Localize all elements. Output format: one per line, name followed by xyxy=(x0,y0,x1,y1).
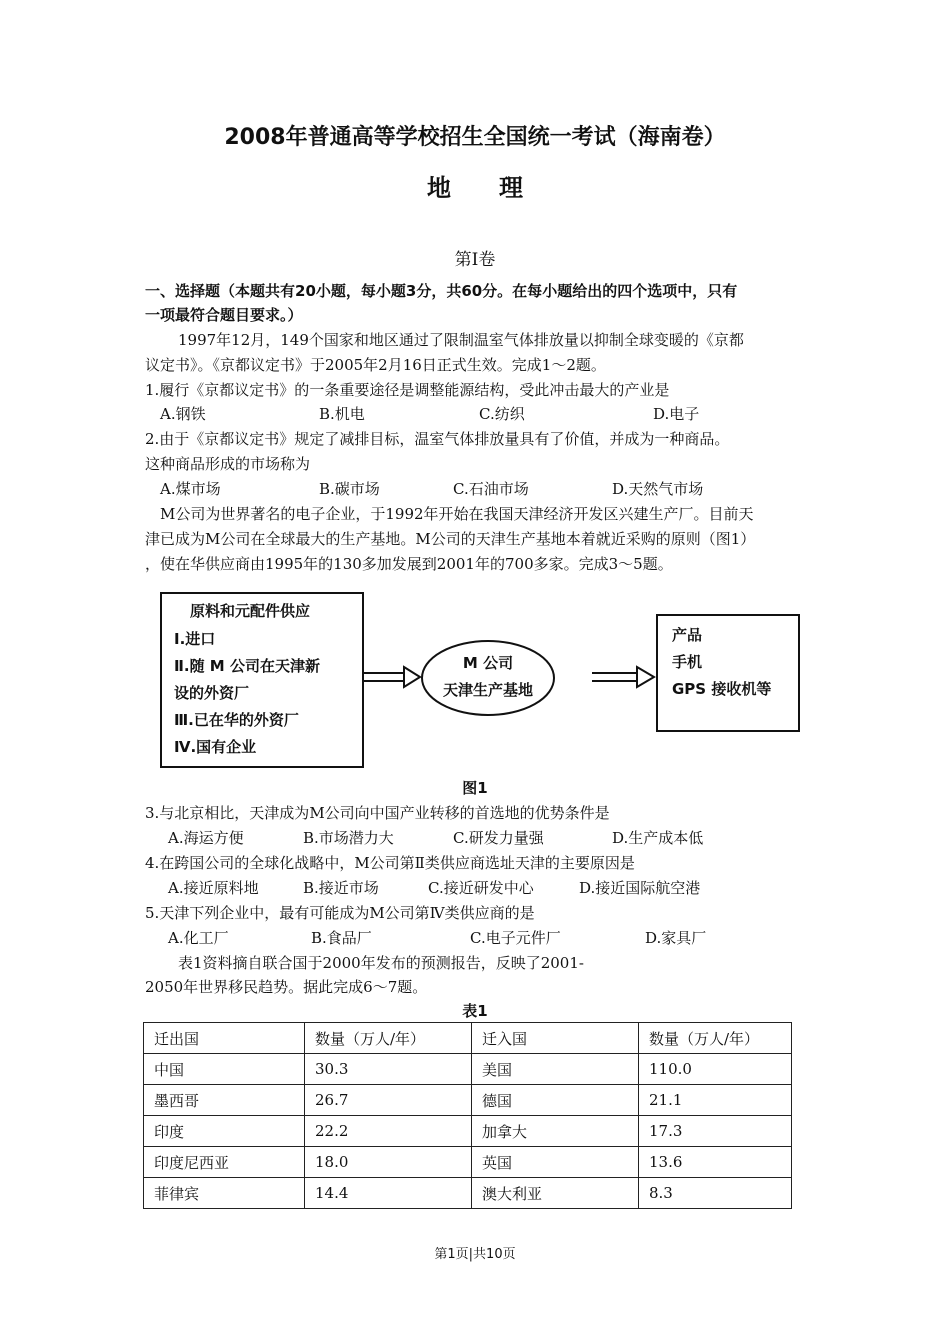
table-cell: 美国 xyxy=(472,1054,639,1085)
table-cell: 22.2 xyxy=(305,1116,472,1147)
table-header-cell: 迁出国 xyxy=(144,1023,305,1054)
q5-option-a: A.化工厂 xyxy=(168,929,229,947)
product-item-2: GPS 接收机等 xyxy=(672,680,772,698)
table-cell: 英国 xyxy=(472,1147,639,1178)
supply-item-1: Ⅰ.进口 xyxy=(174,630,216,648)
table-cell: 13.6 xyxy=(639,1147,792,1178)
table-row xyxy=(144,1085,792,1116)
intro1-line2: 议定书》。《京都议定书》于2005年2月16日正式生效。完成1～2题。 xyxy=(145,356,606,374)
intro2-line3: ，使在华供应商由1995年的130多加发展到2001年的700多家。完成3～5题。 xyxy=(145,555,673,573)
section-heading-line2: 一项最符合题目要求。） xyxy=(145,306,303,324)
q4-option-b: B.接近市场 xyxy=(303,879,379,897)
q3-option-d: D.生产成本低 xyxy=(612,829,704,847)
table-cell: 加拿大 xyxy=(472,1116,639,1147)
section-heading-line1: 一、选择题（本题共有20小题，每小题3分，共60分。在每小题给出的四个选项中，只有 xyxy=(145,282,738,300)
table-cell: 印度尼西亚 xyxy=(144,1147,305,1178)
table-header-cell: 数量（万人/年） xyxy=(639,1023,792,1054)
q4-stem: 4.在跨国公司的全球化战略中，M公司第Ⅱ类供应商选址天津的主要原因是 xyxy=(145,854,635,872)
q1-option-b: B.机电 xyxy=(319,405,365,423)
volume-label: 第Ⅰ卷 xyxy=(454,250,496,270)
center-label-2: 天津生产基地 xyxy=(442,681,533,699)
q4-option-a: A.接近原料地 xyxy=(168,879,259,897)
q2-stem-line2: 这种商品形成的市场称为 xyxy=(145,455,311,473)
table-cell: 8.3 xyxy=(639,1178,792,1209)
table-row xyxy=(144,1116,792,1147)
supply-item-3: Ⅲ.已在华的外资厂 xyxy=(174,711,299,729)
migration-table xyxy=(143,1022,792,1209)
q2-option-a: A.煤市场 xyxy=(160,480,221,498)
product-item-1: 手机 xyxy=(672,653,703,671)
table-cell: 菲律宾 xyxy=(144,1178,305,1209)
figure1-caption: 图1 xyxy=(462,779,488,797)
arrow-right-icon-2 xyxy=(592,667,654,687)
intro3-line2: 2050年世界移民趋势。据此完成6～7题。 xyxy=(145,978,428,996)
exam-title: 2008年普通高等学校招生全国统一考试（海南卷） xyxy=(224,125,726,150)
q1-stem: 1.履行《京都议定书》的一条重要途径是调整能源结构，受此冲击最大的产业是 xyxy=(145,381,670,399)
table-cell: 14.4 xyxy=(305,1178,472,1209)
table-cell: 德国 xyxy=(472,1085,639,1116)
table-cell: 18.0 xyxy=(305,1147,472,1178)
supply-title: 原料和元配件供应 xyxy=(190,602,311,620)
q5-option-d: D.家具厂 xyxy=(645,929,707,947)
arrow-right-icon-1 xyxy=(364,667,420,687)
product-title: 产品 xyxy=(672,626,703,644)
supply-item-2: Ⅱ.随 M 公司在天津新 xyxy=(174,657,320,675)
intro1-line1: 1997年12月，149个国家和地区通过了限制温室气体排放量以抑制全球变暖的《京都 xyxy=(178,331,744,349)
page-number: 第1页|共10页 xyxy=(434,1247,516,1262)
q3-option-c: C.研发力量强 xyxy=(453,829,544,847)
q5-option-c: C.电子元件厂 xyxy=(470,929,561,947)
q4-option-d: D.接近国际航空港 xyxy=(579,879,701,897)
subject-title: 地 理 xyxy=(427,174,523,202)
table-row xyxy=(144,1054,792,1085)
table-cell: 30.3 xyxy=(305,1054,472,1085)
table-row xyxy=(144,1178,792,1209)
table-cell: 中国 xyxy=(144,1054,305,1085)
table-cell: 21.1 xyxy=(639,1085,792,1116)
intro2-line1: M公司为世界著名的电子企业，于1992年开始在我国天津经济开发区兴建生产厂。目前天 xyxy=(160,505,754,523)
intro2-line2: 津已成为M公司在全球最大的生产基地。M公司的天津生产基地本着就近采购的原则（图1） xyxy=(145,530,756,548)
table-header-cell: 迁入国 xyxy=(472,1023,639,1054)
supply-item-2-cont: 设的外资厂 xyxy=(174,684,250,702)
table-header-row xyxy=(144,1023,792,1054)
q1-option-a: A.钢铁 xyxy=(160,405,206,423)
table-row xyxy=(144,1147,792,1178)
table-cell: 墨西哥 xyxy=(144,1085,305,1116)
q3-option-a: A.海运方便 xyxy=(168,829,244,847)
supply-item-4: Ⅳ.国有企业 xyxy=(174,738,257,756)
table-cell: 17.3 xyxy=(639,1116,792,1147)
table-cell: 26.7 xyxy=(305,1085,472,1116)
q2-option-d: D.天然气市场 xyxy=(612,480,704,498)
q4-option-c: C.接近研发中心 xyxy=(428,879,534,897)
q5-stem: 5.天津下列企业中，最有可能成为M公司第Ⅳ类供应商的是 xyxy=(145,904,535,922)
q5-option-b: B.食品厂 xyxy=(311,929,372,947)
q2-option-b: B.碳市场 xyxy=(319,480,380,498)
table-cell: 澳大利亚 xyxy=(472,1178,639,1209)
q1-option-d: D.电子 xyxy=(653,405,700,423)
table-cell: 110.0 xyxy=(639,1054,792,1085)
q2-option-c: C.石油市场 xyxy=(453,480,529,498)
intro3-line1: 表1资料摘自联合国于2000年发布的预测报告，反映了2001- xyxy=(178,954,584,972)
table1-caption: 表1 xyxy=(462,1002,488,1020)
table-header-cell: 数量（万人/年） xyxy=(305,1023,472,1054)
q3-stem: 3.与北京相比，天津成为M公司向中国产业转移的首选地的优势条件是 xyxy=(145,804,610,822)
q1-option-c: C.纺织 xyxy=(479,405,525,423)
q3-option-b: B.市场潜力大 xyxy=(303,829,394,847)
center-label-1: M 公司 xyxy=(462,654,514,672)
table-cell: 印度 xyxy=(144,1116,305,1147)
q2-stem-line1: 2.由于《京都议定书》规定了减排目标，温室气体排放量具有了价值，并成为一种商品。 xyxy=(145,430,730,448)
